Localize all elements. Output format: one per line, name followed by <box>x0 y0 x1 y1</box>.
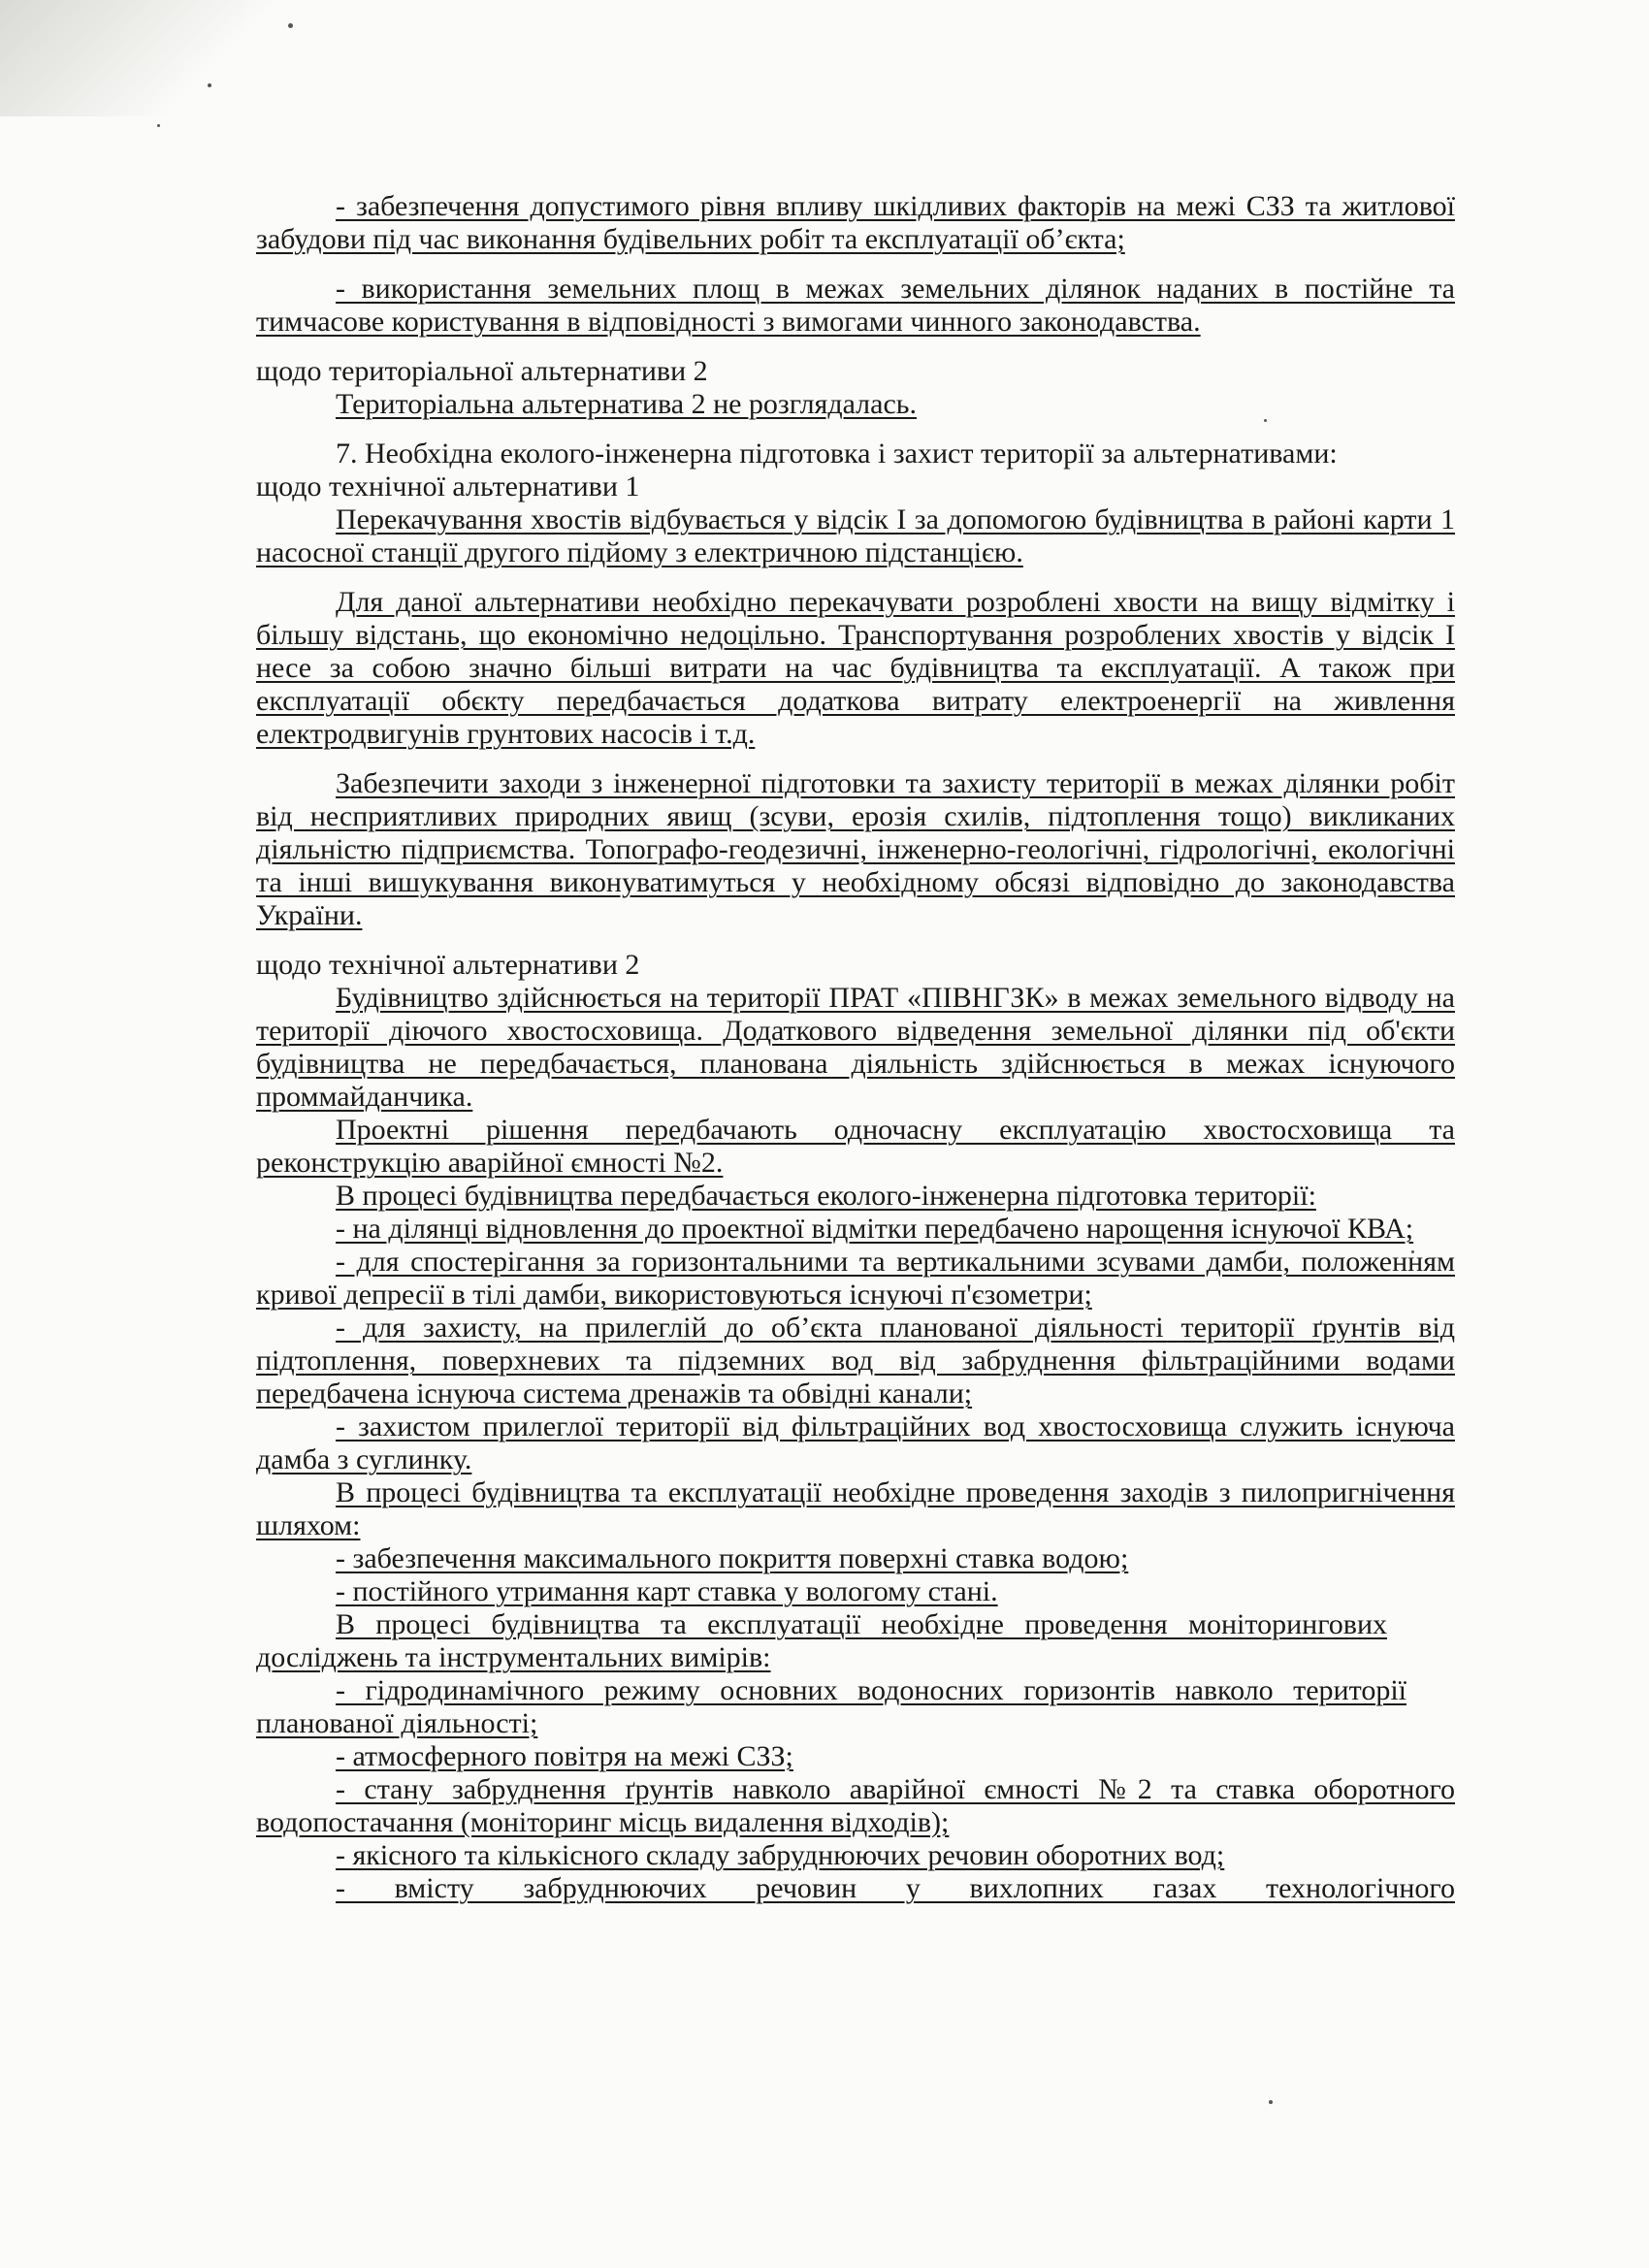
paragraph-p1: - забезпечення допустимого рівня впливу шкідливих факторів на межі СЗЗ та житлової забудови під час виконання будівельних робіт та експлуатації об’єкта; <box>256 190 1455 255</box>
paragraph-p13: В процесі будівництва передбачається еколого-інженерна підготовка території: <box>336 1180 1316 1212</box>
paragraph-p10: щодо технічної альтернативи 2 <box>256 949 640 981</box>
paragraph-p18: В процесі будівництва та експлуатації необхідне проведення заходів з пилопригнічення шляхом: <box>256 1476 1455 1541</box>
paragraph-p12: Проектні рішення передбачають одночасну експлуатацію хвостосховища та реконструкцію аварійної ємності №2. <box>256 1114 1455 1179</box>
paragraph-p3: щодо територіальної альтернативи 2 <box>256 355 708 387</box>
paragraph-p11: Будівництво здійснюється на території ПРАТ «ПІВНГЗК» в межах земельного відводу на території діючого хвостосховища. Додаткового відведення земельної ділянки під об'єкти будівництва не передбачається, планована діяльність здійснюється в межах існуючого проммайданчика. <box>256 982 1455 1113</box>
paragraph-p5: 7. Необхідна еколого-інженерна підготовка і захист території за альтернативами: <box>336 437 1338 470</box>
paragraph-p15: - для спостерігання за горизонтальними та вертикальними зсувами дамби, положенням кривої депресії в тілі дамби, використовуються існуючі п'єзометри; <box>256 1246 1455 1311</box>
paragraph-p22: - гідродинамічного режиму основних водоносних горизонтів навколо території планованої діяльності; <box>256 1674 1406 1739</box>
paragraph-p16: - для захисту, на прилеглій до об’єкта планованої діяльності території ґрунтів від підтоплення, поверхневих та підземних вод від забруднення фільтраційними водами передбачена існуюча система дренажів та обвідні канали; <box>256 1312 1455 1409</box>
paragraph-p26: - вмісту забруднюючих речовин у вихлопних газах технологічного <box>336 1872 1455 1904</box>
paragraph-p21: В процесі будівництва та експлуатації необхідне проведення моніторингових досліджень та інструментальних вимірів: <box>256 1608 1387 1673</box>
paragraph-p9: Забезпечити заходи з інженерної підготовки та захисту території в межах ділянки робіт від несприятливих природних явищ (зсуви, ерозія схилів, підтоплення тощо) викликаних діяльністю підприємства. Топографо-геодезичні, інженерно-геологічні, гідрологічні, екологічні та інші вишукування виконуватимуться у необхідному обсязі відповідно до законодавства України. <box>256 767 1455 931</box>
paragraph-p19: - забезпечення максимального покриття поверхні ставка водою; <box>336 1542 1129 1574</box>
paragraph-p24: - стану забруднення ґрунтів навколо аварійної ємності №2 та ставка оборотного водопостачання (моніторинг місць видалення відходів); <box>256 1773 1455 1838</box>
paragraph-p23: - атмосферного повітря на межі СЗЗ; <box>336 1740 793 1772</box>
scan-speck <box>157 124 160 127</box>
paragraph-p4: Територіальна альтернатива 2 не розглядалась. <box>336 388 917 420</box>
paragraph-p14: - на ділянці відновлення до проектної відмітки передбачено нарощення існуючої КВА; <box>336 1213 1414 1245</box>
paragraph-p6: щодо технічної альтернативи 1 <box>256 470 640 502</box>
scan-speck <box>1269 2100 1273 2104</box>
paragraph-p7: Перекачування хвостів відбувається у відсік І за допомогою будівництва в районі карти 1 насосної станції другого підйому з електричною підстанцією. <box>256 503 1455 568</box>
scan-speck <box>208 83 211 87</box>
paragraph-p17: - захистом прилеглої території від фільтраційних вод хвостосховища служить існуюча дамба з суглинку. <box>256 1410 1455 1475</box>
paragraph-p25: - якісного та кількісного складу забруднюючих речовин оборотних вод; <box>336 1839 1225 1871</box>
paragraph-p2: - використання земельних площ в межах земельних ділянок наданих в постійне та тимчасове користування в відповідності з вимогами чинного законодавства. <box>256 273 1455 338</box>
scan-shadow <box>0 0 291 116</box>
paragraph-p20: - постійного утримання карт ставка у вологому стані. <box>336 1575 998 1607</box>
scan-speck <box>288 23 293 28</box>
paragraph-p8: Для даної альтернативи необхідно перекачувати розроблені хвости на вищу відмітку і більшу відстань, що економічно недоцільно. Транспортування розроблених хвостів у відсік І несе за собою значно більші витрати на час будівництва та експлуатації. А також при експлуатації обєкту передбачається додаткова витрату електроенергії на живлення електродвигунів грунтових насосів і т.д. <box>256 586 1455 750</box>
document-body <box>256 190 1455 1905</box>
